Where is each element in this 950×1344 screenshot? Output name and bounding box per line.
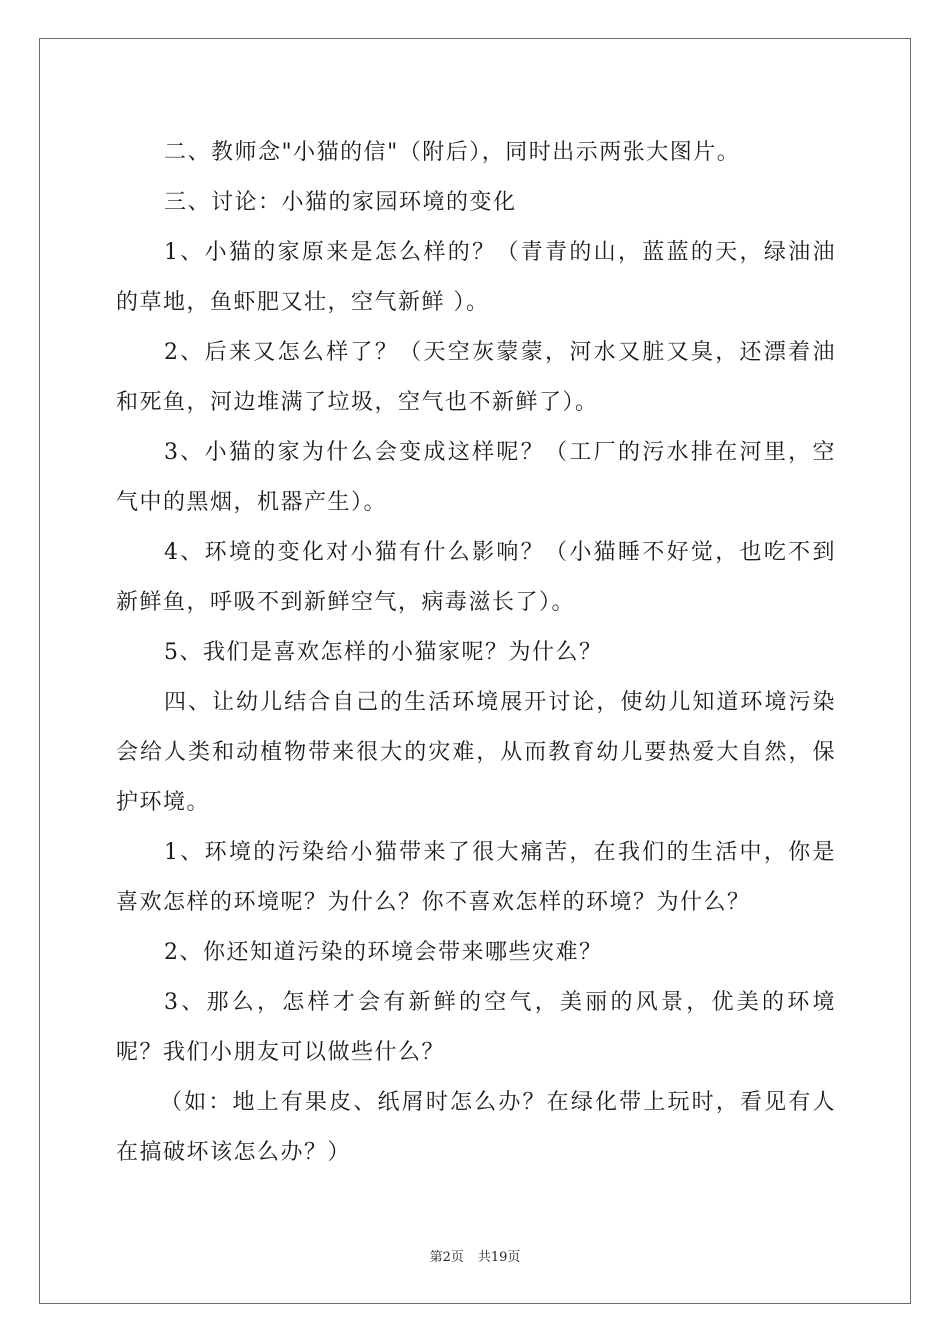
paragraph-question-2: 2、后来又怎么样了？（天空灰蒙蒙，河水又脏又臭，还漂着油和死鱼，河边堆满了垃圾，空气也不新鲜了）。 xyxy=(116,340,836,415)
paragraph-section-four-q1: 1、环境的污染给小猫带来了很大痛苦，在我们的生活中，你是喜欢怎样的环境呢？为什么？你不喜欢怎样的环境？为什么？ xyxy=(116,840,836,915)
paragraph-example: （如：地上有果皮、纸屑时怎么办？在绿化带上玩时，看见有人在搞破坏该怎么办？） xyxy=(116,1090,836,1165)
paragraph-section-four-q2: 2、你还知道污染的环境会带来哪些灾难？ xyxy=(164,940,603,965)
paragraph-question-5: 5、我们是喜欢怎样的小猫家呢？为什么？ xyxy=(164,640,603,665)
page-footer xyxy=(0,1246,950,1265)
paragraph-teacher-reads-letter: 二、教师念"小猫的信"（附后），同时出示两张大图片。 xyxy=(164,140,741,165)
page-total: 共19页 xyxy=(477,1250,521,1265)
document-body xyxy=(116,128,836,1178)
paragraph-question-1: 1、小猫的家原来是怎么样的？（青青的山，蓝蓝的天，绿油油的草地，鱼虾肥又壮，空气新鲜 ）。 xyxy=(116,240,836,315)
paragraph-section-four-q3: 3、那么，怎样才会有新鲜的空气，美丽的风景，优美的环境呢？我们小朋友可以做些什么？ xyxy=(116,990,836,1065)
paragraph-discussion-heading: 三、讨论：小猫的家园环境的变化 xyxy=(164,190,517,215)
page-number: 第2页 xyxy=(429,1250,464,1265)
paragraph-question-4: 4、环境的变化对小猫有什么影响？（小猫睡不好觉，也吃不到新鲜鱼，呼吸不到新鲜空气，病毒滋长了）。 xyxy=(116,540,836,615)
paragraph-question-3: 3、小猫的家为什么会变成这样呢？（工厂的污水排在河里，空气中的黑烟，机器产生）。 xyxy=(116,440,836,515)
paragraph-section-four: 四、让幼儿结合自己的生活环境展开讨论，使幼儿知道环境污染会给人类和动植物带来很大的灾难，从而教育幼儿要热爱大自然，保护环境。 xyxy=(116,690,836,815)
